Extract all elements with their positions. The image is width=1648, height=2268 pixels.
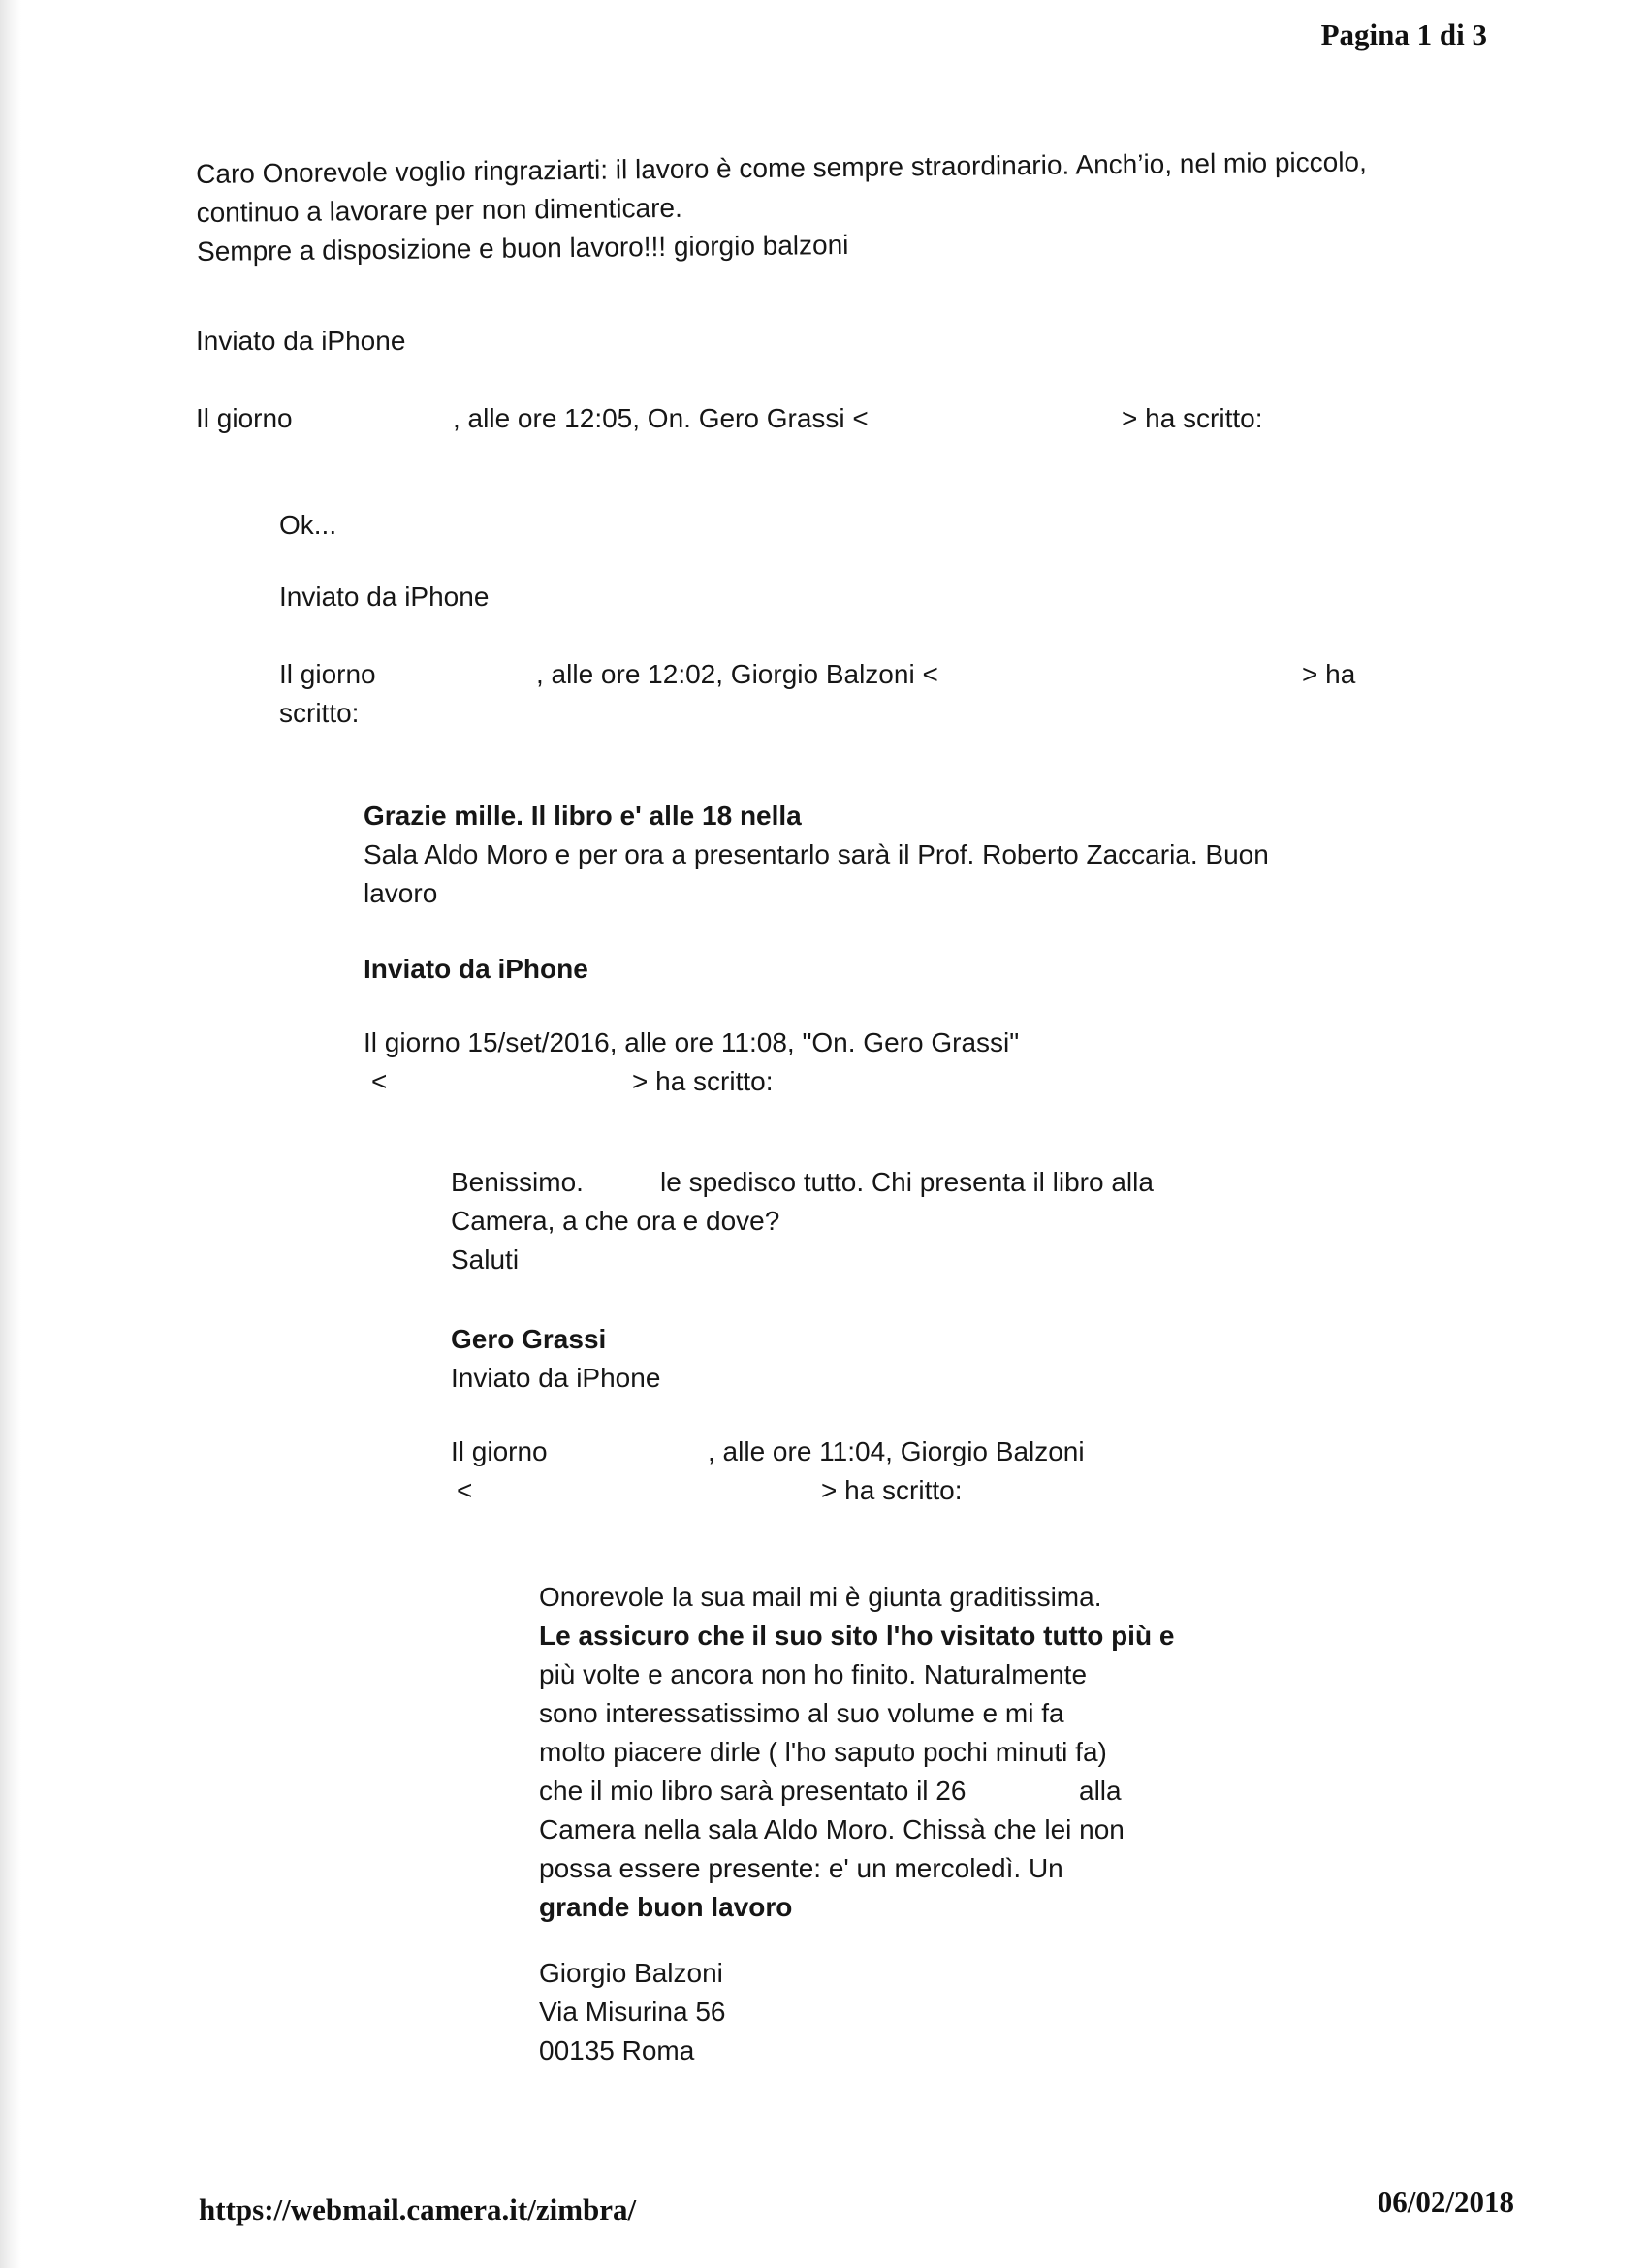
- quote-intro-middle: , alle ore 12:05, On. Gero Grassi <: [453, 403, 869, 433]
- message-4-line: Benissimo.: [451, 1167, 584, 1197]
- message-3-line: lavoro: [364, 878, 438, 908]
- message-5-line: sono interessatissimo al suo volume e mi fa: [539, 1698, 1064, 1728]
- message-5-line: Onorevole la sua mail mi è giunta graditissima.: [539, 1582, 1102, 1612]
- message-3-line: Sala Aldo Moro e per ora a presentarlo sarà il Prof. Roberto Zaccaria. Buon: [364, 839, 1269, 869]
- message-5-line: molto piacere dirle ( l'ho saputo pochi minuti fa): [539, 1737, 1107, 1767]
- message-4-line: Saluti: [451, 1244, 520, 1275]
- message-2-body: Ok...: [279, 510, 337, 540]
- footer-url: https://webmail.camera.it/zimbra/: [199, 2192, 637, 2226]
- message-5-line: possa essere presente: e' un mercoledì. Un: [539, 1853, 1063, 1883]
- message-1-line: continuo a lavorare per non dimenticare.: [196, 192, 682, 228]
- message-5-line: Camera nella sala Aldo Moro. Chissà che lei non: [539, 1814, 1125, 1844]
- quote-intro-middle: , alle ore 12:02, Giorgio Balzoni <: [536, 659, 938, 689]
- signature-name: Giorgio Balzoni: [539, 1958, 723, 1988]
- page-number: Pagina 1 di 3: [1320, 17, 1487, 51]
- quote-intro-prefix: Il giorno: [279, 659, 376, 689]
- quote-intro-line1: Il giorno 15/set/2016, alle ore 11:08, "On. Gero Grassi": [364, 1027, 1020, 1057]
- message-5-line: che il mio libro sarà presentato il 26: [539, 1776, 967, 1806]
- signature-name: Gero Grassi: [451, 1324, 607, 1354]
- message-1-line: Sempre a disposizione e buon lavoro!!! giorgio balzoni: [196, 229, 849, 267]
- message-4-line: Camera, a che ora e dove?: [451, 1206, 780, 1236]
- quote-intro-suffix: > ha scritto:: [821, 1475, 963, 1505]
- message-5-line: alla: [1079, 1776, 1122, 1806]
- signature-street: Via Misurina 56: [539, 1997, 726, 2027]
- message-4-quote-intro: [451, 1433, 1323, 1510]
- quote-intro-prefix: Il giorno: [196, 403, 293, 433]
- quote-intro-suffix: > ha scritto:: [1122, 403, 1263, 433]
- message-1-sent-from: Inviato da iPhone: [196, 326, 406, 356]
- message-4-signature: [451, 1320, 660, 1398]
- message-3-body: [364, 797, 1269, 913]
- quote-intro-prefix-2: <: [457, 1475, 473, 1505]
- message-3-sent-from: Inviato da iPhone: [364, 954, 588, 984]
- message-5-body: [539, 1578, 1315, 1927]
- quote-intro-line2: scritto:: [279, 698, 360, 728]
- signature-city: 00135 Roma: [539, 2035, 695, 2065]
- footer-date: 06/02/2018: [1377, 2185, 1514, 2219]
- quote-intro-suffix: > ha scritto:: [632, 1066, 774, 1096]
- message-4-line: le spedisco tutto. Chi presenta il libro alla: [660, 1167, 1154, 1197]
- message-1-quote-intro: [196, 399, 1359, 438]
- message-3-quote-intro: [364, 1024, 1236, 1101]
- quote-intro-suffix: > ha: [1302, 659, 1356, 689]
- message-4-body: [451, 1163, 1323, 1279]
- message-5-line: grande buon lavoro: [539, 1892, 793, 1922]
- message-4-sent-from: Inviato da iPhone: [451, 1363, 661, 1393]
- scan-edge: [0, 0, 21, 2268]
- message-5-line: Le assicuro che il suo sito l'ho visitato tutto più e: [539, 1621, 1175, 1651]
- quote-intro-prefix: <: [371, 1066, 388, 1096]
- message-5-signature: [539, 1954, 725, 2070]
- message-3-line: Grazie mille. Il libro e' alle 18 nella: [364, 801, 802, 831]
- message-5-line: più volte e ancora non ho finito. Naturalmente: [539, 1659, 1088, 1689]
- message-1-line: Caro Onorevole voglio ringraziarti: il lavoro è come sempre straordinario. Anch’io, nel mio piccolo,: [196, 146, 1367, 189]
- message-2-quote-intro: [279, 655, 1394, 733]
- message-1-body: [196, 142, 1368, 271]
- quote-intro-middle: , alle ore 11:04, Giorgio Balzoni: [708, 1436, 1085, 1466]
- quote-intro-prefix: Il giorno: [451, 1436, 548, 1466]
- message-2-sent-from: Inviato da iPhone: [279, 582, 490, 612]
